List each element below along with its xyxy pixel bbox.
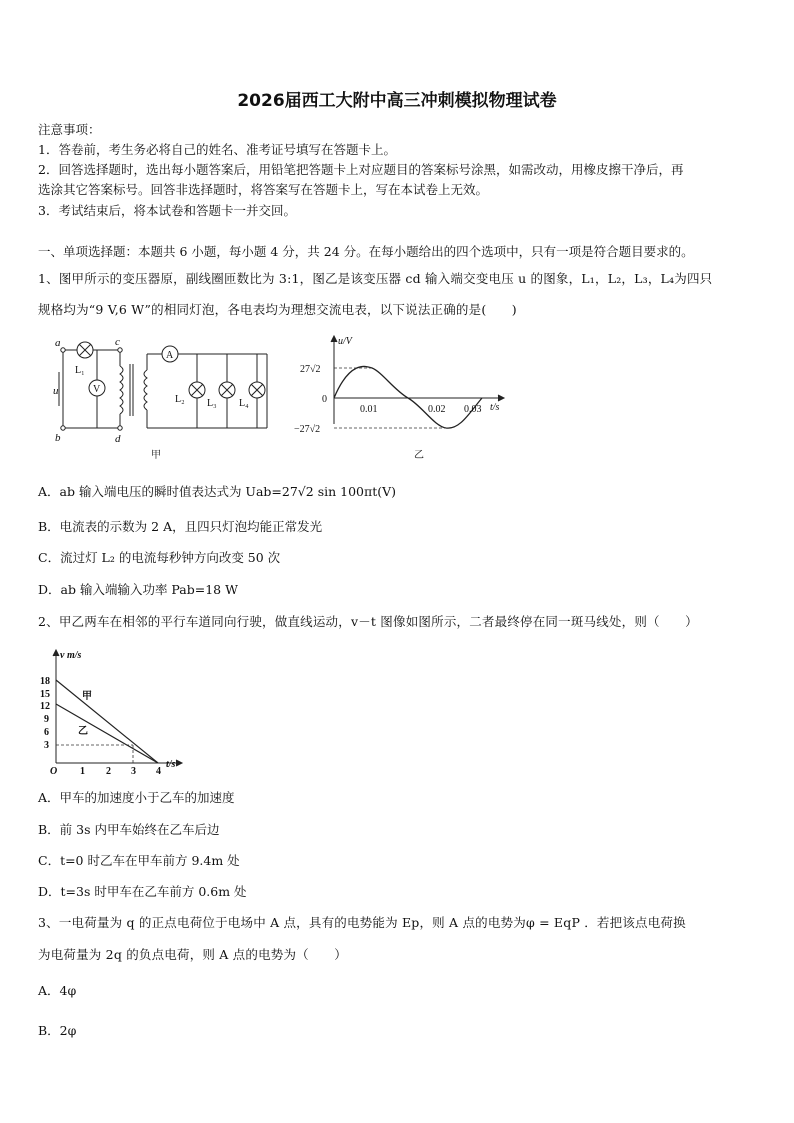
vt-xtick-4: 4: [156, 766, 161, 777]
question-3-line-1: 3、一电荷量为 q 的正点电荷位于电场中 A 点，具有的电势能为 Ep，则 A 点的电势为φ = EqP ．若把该点电荷换: [38, 915, 686, 930]
question-1-line-1: 1、图甲所示的变压器原，副线圈匝数比为 3:1，图乙是该变压器 cd 输入端交变电压 u 的图象，L₁，L₂，L₃，L₄为四只: [38, 271, 713, 286]
question-3-line-2: 为电荷量为 2q 的负点电荷，则 A 点的电势为（ ）: [38, 947, 347, 962]
voltmeter-label: V: [93, 384, 101, 395]
vt-tick-6: 6: [44, 727, 49, 738]
figure-left-caption: 甲: [151, 450, 161, 461]
question-2-line-1: 2、甲乙两车在相邻的平行车道同向行驶，做直线运动，v－t 图像如图所示，二者最终停在同一斑马线处，则（ ）: [38, 614, 698, 629]
vt-xtick-2: 2: [106, 766, 111, 777]
vt-x-axis-label: t/s: [166, 759, 176, 770]
question-1-line-2: 规格均为“9 V,6 W”的相同灯泡，各电表均为理想交流电表，以下说法正确的是( ): [38, 302, 517, 317]
sine-wave: [334, 366, 482, 428]
line-jia: [56, 680, 158, 763]
label-b: b: [55, 432, 61, 444]
label-d: d: [115, 433, 121, 445]
vt-tick-15: 15: [40, 689, 50, 700]
figure-circuit: [55, 336, 280, 461]
lamp-label-l4: L₄: [239, 398, 249, 409]
figure-voltage-graph: [290, 332, 515, 462]
section-heading: 一、单项选择题：本题共 6 小题，每小题 4 分，共 24 分。在每小题给出的四个选项中，只有一项是符合题目要求的。: [38, 244, 694, 259]
figure-vt-graph: [30, 646, 190, 776]
graph-y-pos-label: 27√2: [300, 364, 321, 375]
q2-option-b: B．前 3s 内甲车始终在乙车后边: [38, 822, 220, 837]
line-yi: [56, 704, 158, 763]
q3-option-b: B．2φ: [38, 1023, 77, 1038]
lamp-label-l3: L₃: [207, 398, 217, 409]
lamp-label-l2: L₂: [175, 394, 185, 405]
vt-label-jia: 甲: [82, 691, 92, 702]
q1-option-d: D．ab 输入端输入功率 Pab=18 W: [38, 582, 238, 597]
vt-tick-3: 3: [44, 740, 49, 751]
graph-tick-0-02: 0.02: [428, 404, 446, 415]
notes-item-3: 3．考试结束后，将本试卷和答题卡一并交回。: [38, 203, 296, 218]
vt-y-axis-label: v m/s: [60, 650, 82, 661]
vt-origin-label: O: [50, 766, 58, 777]
lamp-label-l1: L₁: [75, 365, 85, 376]
graph-tick-0-03: 0.03: [464, 404, 482, 415]
vt-label-yi: 乙: [78, 726, 88, 737]
graph-x-axis-label: t/s: [490, 402, 500, 413]
vt-tick-9: 9: [44, 714, 49, 725]
notes-heading: 注意事项：: [38, 122, 101, 137]
label-c: c: [115, 336, 120, 348]
figure-right-caption: 乙: [414, 450, 424, 461]
page-title: 2026届西工大附中高三冲刺模拟物理试卷: [237, 91, 557, 111]
q1-option-b: B．电流表的示数为 2 A，且四只灯泡均能正常发光: [38, 519, 323, 534]
label-a: a: [55, 337, 61, 349]
label-u: u: [53, 385, 59, 397]
graph-origin-label: 0: [322, 394, 327, 405]
vt-xtick-1: 1: [80, 766, 85, 777]
q2-option-c: C．t=0 时乙车在甲车前方 9.4m 处: [38, 853, 240, 868]
notes-item-2: 2．回答选择题时，选出每小题答案后，用铅笔把答题卡上对应题目的答案标号涂黑，如需改动，用橡皮擦干净后，再: [38, 162, 684, 177]
q1-option-a: A．ab 输入端电压的瞬时值表达式为 Uab=27√2 sin 100πt(V): [38, 484, 397, 499]
q2-option-a: A．甲车的加速度小于乙车的加速度: [38, 790, 235, 805]
graph-y-axis-label: u/V: [338, 336, 352, 347]
ammeter-label: A: [166, 350, 174, 361]
q1-option-c: C．流过灯 L₂ 的电流每秒钟方向改变 50 次: [38, 550, 281, 565]
graph-tick-0-01: 0.01: [360, 404, 378, 415]
q2-option-d: D．t=3s 时甲车在乙车前方 0.6m 处: [38, 884, 247, 899]
graph-y-neg-label: −27√2: [294, 424, 321, 435]
vt-tick-12: 12: [40, 701, 50, 712]
notes-item-2-cont: 选涂其它答案标号。回答非选择题时，将答案写在答题卡上，写在本试卷上无效。: [38, 182, 489, 197]
notes-item-1: 1．答卷前，考生务必将自己的姓名、准考证号填写在答题卡上。: [38, 142, 396, 157]
vt-tick-18: 18: [40, 676, 50, 687]
q3-option-a: A．4φ: [38, 983, 77, 998]
vt-xtick-3: 3: [131, 766, 136, 777]
